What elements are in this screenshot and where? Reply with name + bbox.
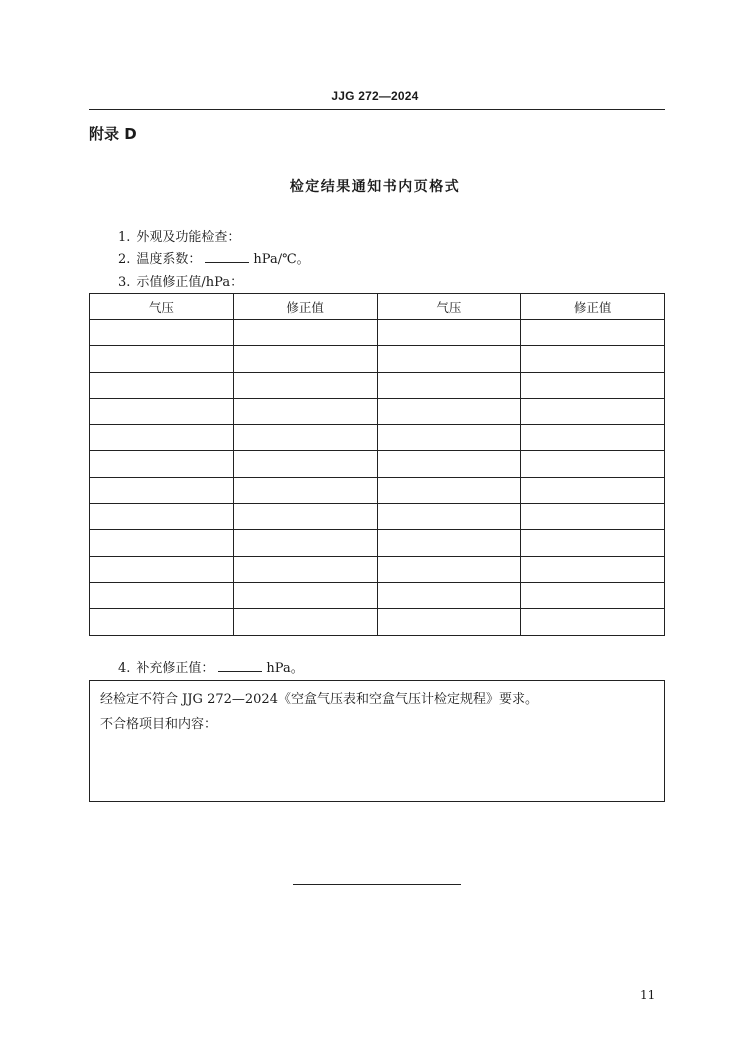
- item-appearance-check: [118, 226, 240, 245]
- correction-cell[interactable]: [521, 609, 665, 635]
- correction-cell[interactable]: [233, 346, 377, 372]
- correction-cell[interactable]: [233, 451, 377, 477]
- item-suffix: hPa。: [266, 661, 304, 676]
- header-pressure-2: 气压: [377, 294, 521, 320]
- appendix-label: 附录 D: [89, 125, 137, 143]
- correction-cell[interactable]: [233, 530, 377, 556]
- table-row: [90, 477, 665, 503]
- correction-cell[interactable]: [521, 398, 665, 424]
- pressure-cell[interactable]: [377, 609, 521, 635]
- correction-cell[interactable]: [521, 346, 665, 372]
- page-number: 11: [640, 988, 656, 1002]
- table-row: [90, 530, 665, 556]
- pressure-cell[interactable]: [90, 556, 234, 582]
- end-rule: [293, 884, 461, 885]
- pressure-cell[interactable]: [90, 477, 234, 503]
- header-correction-1: 修正值: [233, 294, 377, 320]
- correction-cell[interactable]: [521, 504, 665, 530]
- correction-cell[interactable]: [233, 398, 377, 424]
- header-correction-2: 修正值: [521, 294, 665, 320]
- item-text: 示值修正值/hPa：: [136, 275, 244, 290]
- pressure-cell[interactable]: [90, 582, 234, 608]
- item-correction-values: [118, 271, 243, 290]
- pressure-cell[interactable]: [90, 372, 234, 398]
- pressure-cell[interactable]: [90, 609, 234, 635]
- item-number: 3.: [118, 275, 131, 290]
- pressure-cell[interactable]: [377, 582, 521, 608]
- table-row: [90, 398, 665, 424]
- correction-table: [89, 293, 665, 636]
- pressure-cell[interactable]: [90, 451, 234, 477]
- table-row: [90, 609, 665, 635]
- result-box: [89, 680, 665, 802]
- table-row: [90, 451, 665, 477]
- table-row: [90, 372, 665, 398]
- correction-cell[interactable]: [521, 372, 665, 398]
- header-rule: [89, 109, 665, 110]
- table-body: [90, 320, 665, 636]
- pressure-cell[interactable]: [377, 451, 521, 477]
- correction-cell[interactable]: [233, 372, 377, 398]
- table-row: [90, 556, 665, 582]
- pressure-cell[interactable]: [377, 372, 521, 398]
- correction-cell[interactable]: [233, 320, 377, 346]
- correction-cell[interactable]: [521, 582, 665, 608]
- pressure-cell[interactable]: [377, 425, 521, 451]
- correction-cell[interactable]: [521, 556, 665, 582]
- correction-cell[interactable]: [233, 504, 377, 530]
- header-code: JJG 272—2024: [331, 89, 419, 103]
- pressure-cell[interactable]: [377, 398, 521, 424]
- correction-cell[interactable]: [521, 477, 665, 503]
- table-row: [90, 582, 665, 608]
- fill-in-blank[interactable]: [205, 250, 249, 263]
- pressure-cell[interactable]: [377, 477, 521, 503]
- item-number: 2.: [118, 252, 131, 267]
- nonconformity-label: 不合格项目和内容：: [100, 717, 218, 732]
- correction-cell[interactable]: [233, 609, 377, 635]
- item-supplementary-correction: [118, 657, 304, 676]
- item-temperature-coefficient: [118, 248, 310, 267]
- table-row: [90, 504, 665, 530]
- header-pressure-1: 气压: [90, 294, 234, 320]
- correction-cell[interactable]: [521, 451, 665, 477]
- correction-cell[interactable]: [233, 425, 377, 451]
- table-row: [90, 346, 665, 372]
- item-text: 外观及功能检查：: [136, 230, 241, 245]
- item-prefix: 补充修正值：: [136, 661, 215, 676]
- correction-cell[interactable]: [521, 320, 665, 346]
- pressure-cell[interactable]: [377, 556, 521, 582]
- item-number: 4.: [118, 661, 131, 676]
- item-number: 1.: [118, 230, 131, 245]
- fill-in-blank[interactable]: [218, 659, 262, 672]
- pressure-cell[interactable]: [377, 504, 521, 530]
- correction-cell[interactable]: [233, 477, 377, 503]
- pressure-cell[interactable]: [90, 398, 234, 424]
- item-suffix: hPa/℃。: [253, 252, 310, 267]
- item-prefix: 温度系数：: [136, 252, 202, 267]
- table-row: [90, 425, 665, 451]
- correction-cell[interactable]: [233, 556, 377, 582]
- result-statement: 经检定不符合 JJG 272—2024《空盒气压表和空盒气压计检定规程》要求。: [100, 692, 538, 707]
- document-title: 检定结果通知书内页格式: [289, 179, 461, 195]
- table-header-row: [90, 294, 665, 320]
- pressure-cell[interactable]: [90, 530, 234, 556]
- pressure-cell[interactable]: [90, 346, 234, 372]
- correction-cell[interactable]: [521, 530, 665, 556]
- pressure-cell[interactable]: [377, 320, 521, 346]
- correction-cell[interactable]: [521, 425, 665, 451]
- table-row: [90, 320, 665, 346]
- pressure-cell[interactable]: [377, 346, 521, 372]
- pressure-cell[interactable]: [377, 530, 521, 556]
- pressure-cell[interactable]: [90, 320, 234, 346]
- pressure-cell[interactable]: [90, 504, 234, 530]
- correction-cell[interactable]: [233, 582, 377, 608]
- pressure-cell[interactable]: [90, 425, 234, 451]
